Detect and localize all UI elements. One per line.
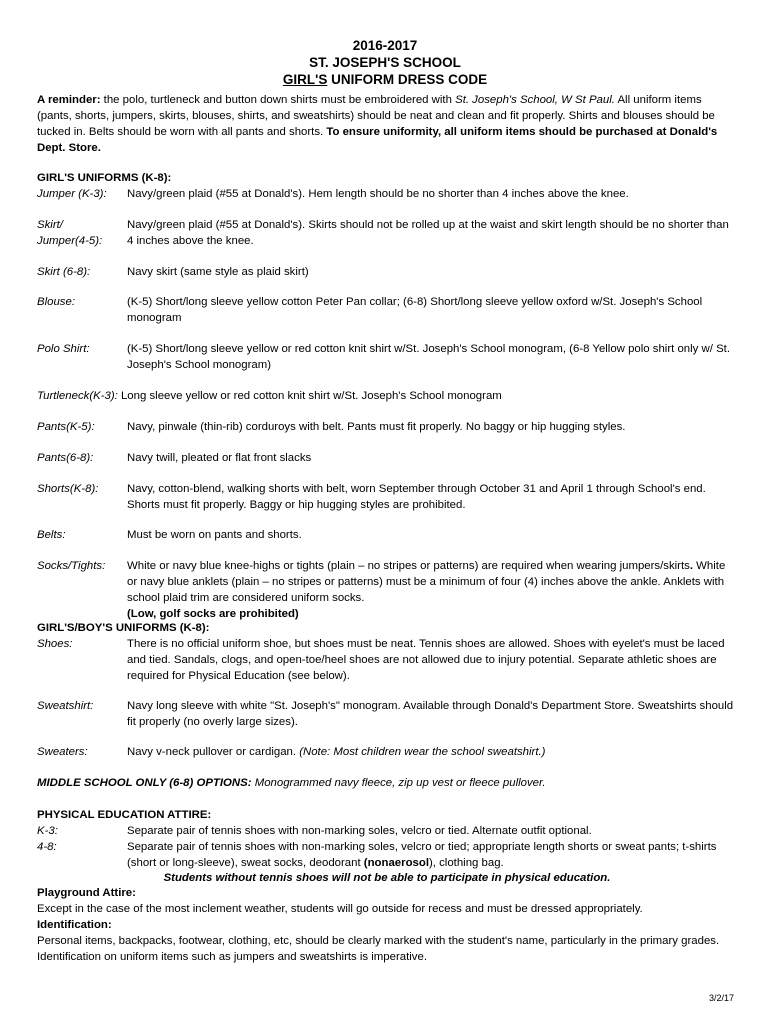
turtleneck-row — [37, 388, 737, 404]
turtleneck-text: Long sleeve yellow or red cotton knit shirt w/St. Joseph's School monogram — [117, 390, 502, 402]
pants-k5-label: Pants(K-5): — [37, 421, 95, 433]
playground-heading: Playground Attire: — [37, 887, 136, 899]
polo-label: Polo Shirt: — [37, 343, 90, 355]
revision-date: 3/2/17 — [708, 993, 734, 1003]
middle-school-text: Monogrammed navy fleece, zip up vest or fleece pullover. — [251, 777, 546, 789]
blouse-label: Blouse: — [37, 296, 75, 308]
skirt-jumper-label — [37, 217, 102, 249]
title-underlined: GIRL'S — [282, 72, 328, 87]
skirt-jumper-label-1: Skirt/ — [37, 219, 63, 231]
shoes-label: Shoes: — [37, 638, 73, 650]
reminder-text1: the polo, turtleneck and button down shirts must be embroidered with — [100, 94, 456, 106]
shoes-text: There is no official uniform shoe, but shoes must be neat. Tennis shoes are allowed. Shoes with eyelet's must be laced and tied. Sandals, clogs, and open-toe/heel shoes are not allowed due to injury potential. Separate athletic shoes are required for Physical Education (see below). — [127, 638, 725, 682]
reminder-paragraph — [37, 92, 737, 156]
blouse-text: (K-5) Short/long sleeve yellow cotton Peter Pan collar; (6-8) Short/long sleeve yellow oxford w/St. Joseph's School monogram — [127, 296, 703, 324]
pe-48-text-1: Separate pair of tennis shoes with non-marking soles, velcro or tied; appropriate length shorts or sweat pants; t-shirts (short or long-sleeve), sweat socks, deodorant — [127, 841, 717, 869]
socks-prohibited: (Low, golf socks are prohibited) — [127, 608, 299, 620]
middle-school-heading: MIDDLE SCHOOL ONLY (6-8) OPTIONS: — [37, 777, 252, 789]
identification-text: Personal items, backpacks, footwear, clothing, etc, should be clearly marked with the student's name, particularly in the primary grades. Identification on uniform items such as jumpers and sweatshirts is imperative. — [37, 935, 720, 963]
pe-48-label: 4-8: — [37, 841, 57, 853]
jumper-label: Jumper (K-3): — [37, 188, 107, 200]
socks-text-1: White or navy blue knee-highs or tights (plain – no stripes or patterns) are required when wearing jumpers/skirts — [127, 560, 690, 572]
polo-text: (K-5) Short/long sleeve yellow or red cotton knit shirt w/St. Joseph's School monogram, (6-8 Yellow polo shirt only w/ St. Joseph's School monogram) — [127, 343, 730, 371]
reminder-lead: A reminder: — [37, 94, 101, 106]
pants-k5-text: Navy, pinwale (thin-rib) corduroys with belt. Pants must fit properly. No baggy or hip hugging styles. — [127, 421, 626, 433]
socks-text — [127, 558, 737, 622]
skirt-jumper-text: Navy/green plaid (#55 at Donald's). Skirts should not be rolled up at the waist and skirt length should be no shorter than 4 inches above the knee. — [127, 219, 729, 247]
sweaters-label: Sweaters: — [37, 746, 88, 758]
pe-48-text — [127, 839, 737, 871]
pe-k3-label: K-3: — [37, 825, 58, 837]
skirt-jumper-label-2: Jumper(4-5): — [37, 235, 103, 247]
school-name: ST. JOSEPH'S SCHOOL — [309, 55, 461, 70]
shorts-label: Shorts(K-8): — [37, 483, 99, 495]
socks-text-2: White or navy blue anklets (plain – no stripes or patterns) must be a minimum of four (4) inches above the ankle. Anklets with school plaid trim are considered uniform socks. — [127, 560, 726, 604]
turtleneck-label: Turtleneck(K-3): — [37, 390, 118, 402]
sweatshirt-text: Navy long sleeve with white "St. Joseph's" monogram. Available through Donald's Department Store. Sweatshirts should fit properly (no overly large sizes). — [127, 700, 734, 728]
sweaters-text — [127, 744, 737, 760]
reminder-text2: All uniform items (pants, shorts, jumpers, skirts, blouses, shirts, and sweatshirts) should be neat and clean and fit properly. Shirts and blouses should be tucked in. Belts should be worn with all pants and shorts. — [37, 94, 715, 138]
pants-68-text: Navy twill, pleated or flat front slacks — [127, 452, 312, 464]
pe-heading: PHYSICAL EDUCATION ATTIRE: — [37, 809, 212, 821]
belts-label: Belts: — [37, 529, 66, 541]
socks-dot: . — [689, 560, 694, 572]
pe-48-nonaerosol: (nonaerosol — [363, 857, 429, 869]
school-year: 2016-2017 — [352, 38, 418, 53]
document-title — [0, 72, 770, 88]
identification-heading: Identification: — [37, 919, 112, 931]
playground-text: Except in the case of the most inclement weather, students will go outside for recess and must be dressed appropriately. — [37, 903, 643, 915]
pe-k3-text: Separate pair of tennis shoes with non-marking soles, velcro or tied. Alternate outfit optional. — [127, 825, 592, 837]
jumper-text: Navy/green plaid (#55 at Donald's). Hem length should be no shorter than 4 inches above the knee. — [127, 188, 629, 200]
sweaters-text-main: Navy v-neck pullover or cardigan. — [127, 746, 300, 758]
reminder-bold: To ensure uniformity, all uniform items should be purchased at Donald's Dept. Store. — [37, 126, 718, 154]
sweaters-note: (Note: Most children wear the school sweatshirt.) — [299, 746, 546, 758]
shorts-text: Navy, cotton-blend, walking shorts with belt, worn September through October 31 and April 1 through School's end. Shorts must fit properly. Baggy or hip hugging styles are prohibited. — [127, 483, 706, 511]
pe-warning: Students without tennis shoes will not be able to participate in physical education. — [163, 872, 611, 884]
skirt-text: Navy skirt (same style as plaid skirt) — [127, 266, 309, 278]
skirt-label: Skirt (6-8): — [37, 266, 91, 278]
shared-uniforms-heading: GIRL'S/BOY'S UNIFORMS (K-8): — [37, 622, 210, 634]
socks-label: Socks/Tights: — [37, 560, 106, 572]
pe-48-text-2: ), clothing bag. — [428, 857, 504, 869]
girls-uniforms-heading: GIRL'S UNIFORMS (K-8): — [37, 172, 172, 184]
belts-text: Must be worn on pants and shorts. — [127, 529, 302, 541]
title-rest: UNIFORM DRESS CODE — [327, 72, 488, 87]
middle-school-options — [37, 775, 737, 791]
sweatshirt-label: Sweatshirt: — [37, 700, 94, 712]
reminder-school: St. Joseph's School, W St Paul. — [455, 94, 615, 106]
pants-68-label: Pants(6-8): — [37, 452, 94, 464]
